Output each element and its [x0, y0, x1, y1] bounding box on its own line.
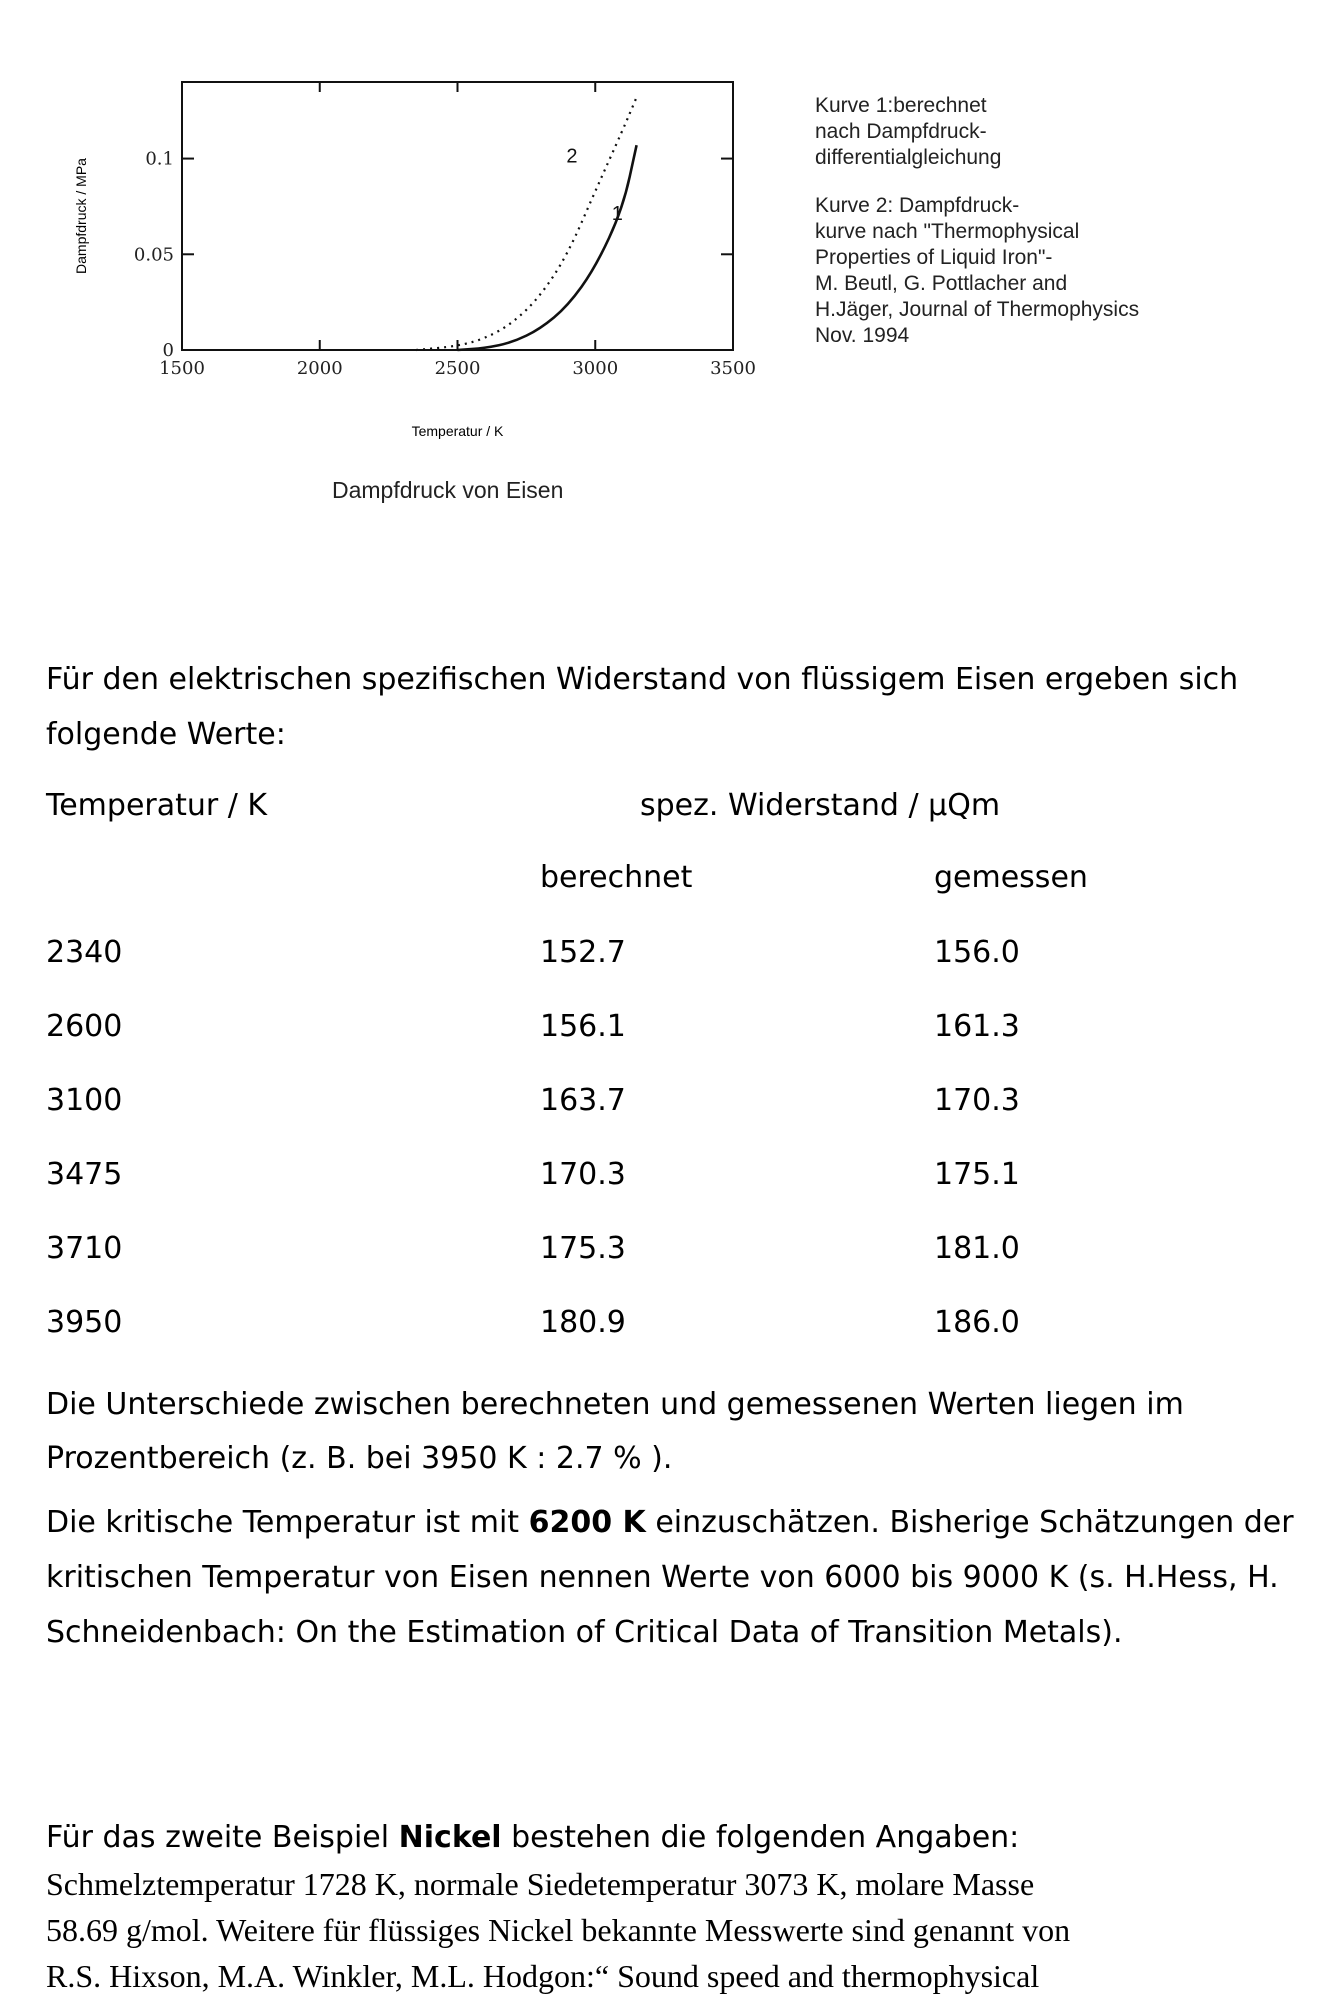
- series-line-2: [416, 97, 636, 350]
- y-axis-ticks: [134, 149, 733, 361]
- table-row: [0, 1305, 1326, 1379]
- nickel-paragraph: [46, 1815, 1316, 1999]
- plot-frame: [182, 82, 733, 350]
- cell-temperature: 3710: [46, 1231, 123, 1266]
- x-tick-label: 3000: [572, 358, 619, 379]
- x-tick-label: 2500: [434, 358, 481, 379]
- cell-temperature: 3100: [46, 1083, 123, 1118]
- legend-line: Properties of Liquid Iron"-: [815, 246, 1053, 269]
- header-resistivity-group: spez. Widerstand / µQm: [640, 788, 1001, 823]
- series-label-1: 1: [611, 202, 623, 225]
- legend-line: M. Beutl, G. Pottlacher and: [815, 272, 1068, 295]
- legend-line: nach Dampfdruck-: [815, 120, 987, 143]
- table-row: [0, 1231, 1326, 1305]
- cell-temperature: 2600: [46, 1009, 123, 1044]
- cell-measured: 175.1: [934, 1157, 1020, 1192]
- table-row: [0, 1083, 1326, 1157]
- critical-temperature-paragraph: [46, 1495, 1306, 1660]
- cell-calculated: 152.7: [540, 935, 626, 970]
- header-measured: gemessen: [934, 860, 1088, 895]
- legend-line: differentialgleichung: [815, 146, 1002, 169]
- x-tick-label: 1500: [159, 358, 205, 379]
- chart-legend: [815, 93, 1235, 349]
- nickel-keyword: Nickel: [398, 1820, 502, 1855]
- y-tick-label: 0.1: [145, 148, 174, 170]
- legend-line: Kurve 2: Dampfdruck-: [815, 194, 1020, 217]
- cell-calculated: 170.3: [540, 1157, 626, 1192]
- text-run: einzuschätzen. Bisherige Schätzungen der kritischen Temperatur von Eisen nennen Werte von 6000 bis 9000 K (s. H.Hess, H. Schneidenbach: On the Estimation of Critical Data of Transition Metals).: [46, 1505, 1294, 1650]
- cell-measured: 186.0: [934, 1305, 1020, 1340]
- x-axis-ticks: [159, 82, 756, 379]
- resistivity-table: [0, 935, 1326, 1379]
- vapor-pressure-chart: [0, 0, 1326, 520]
- cell-measured: 181.0: [934, 1231, 1020, 1266]
- cell-calculated: 180.9: [540, 1305, 626, 1340]
- legend-line: Nov. 1994: [815, 324, 910, 347]
- nickel-data-line: R.S. Hixson, M.A. Winkler, M.L. Hodgon:“ Sound speed and thermophysical: [46, 1958, 1040, 1994]
- series-label-2: 2: [566, 145, 578, 168]
- cell-calculated: 175.3: [540, 1231, 626, 1266]
- x-tick-label: 3500: [710, 358, 756, 379]
- x-tick-label: 2000: [296, 358, 343, 379]
- series-group: [416, 97, 636, 350]
- critical-temperature-value: 6200 K: [528, 1505, 646, 1540]
- cell-temperature: 3475: [46, 1157, 123, 1192]
- header-temperature: Temperatur / K: [46, 788, 268, 823]
- legend-line: kurve nach "Thermophysical: [815, 220, 1080, 243]
- intro-paragraph: Für den elektrischen spezifischen Widerstand von flüssigem Eisen ergeben sich folgende Werte:: [46, 662, 1239, 752]
- table-row: [0, 1009, 1326, 1083]
- text-run: bestehen die folgenden Angaben:: [501, 1820, 1020, 1855]
- table-row: [0, 935, 1326, 1009]
- cell-measured: 156.0: [934, 935, 1020, 970]
- legend-line: H.Jäger, Journal of Thermophysics: [815, 298, 1140, 321]
- nickel-data-line: 58.69 g/mol. Weitere für flüssiges Nickel bekannte Messwerte sind genannt von: [46, 1912, 1071, 1948]
- chart-caption: Dampfdruck von Eisen: [332, 477, 564, 503]
- legend-line: Kurve 1:berechnet: [815, 94, 987, 117]
- difference-paragraph: Die Unterschiede zwischen berechneten und gemessenen Werten liegen im Prozentbereich (z. B. bei 3950 K : 2.7 % ).: [46, 1387, 1184, 1476]
- x-axis-label: Temperatur / K: [411, 423, 504, 439]
- cell-calculated: 156.1: [540, 1009, 626, 1044]
- text-run: Die kritische Temperatur ist mit: [46, 1505, 529, 1540]
- table-header: [0, 788, 1326, 848]
- nickel-intro-line: [46, 1815, 1316, 1861]
- nickel-data-line: Schmelztemperatur 1728 K, normale Siedetemperatur 3073 K, molare Masse: [46, 1866, 1035, 1902]
- header-calculated: berechnet: [540, 860, 693, 895]
- cell-measured: 170.3: [934, 1083, 1020, 1118]
- table-row: [0, 1157, 1326, 1231]
- cell-calculated: 163.7: [540, 1083, 626, 1118]
- cell-temperature: 3950: [46, 1305, 123, 1340]
- y-tick-label: 0.05: [133, 244, 174, 266]
- legend-kurve-2: [815, 193, 1235, 349]
- text-run: Für das zweite Beispiel: [46, 1820, 399, 1855]
- y-axis-label: Dampfdruck / MPa: [73, 158, 89, 274]
- series-line-1: [458, 145, 637, 350]
- y-tick-label: 0: [162, 340, 174, 361]
- cell-temperature: 2340: [46, 935, 123, 970]
- legend-kurve-1: [815, 93, 1235, 171]
- cell-measured: 161.3: [934, 1009, 1020, 1044]
